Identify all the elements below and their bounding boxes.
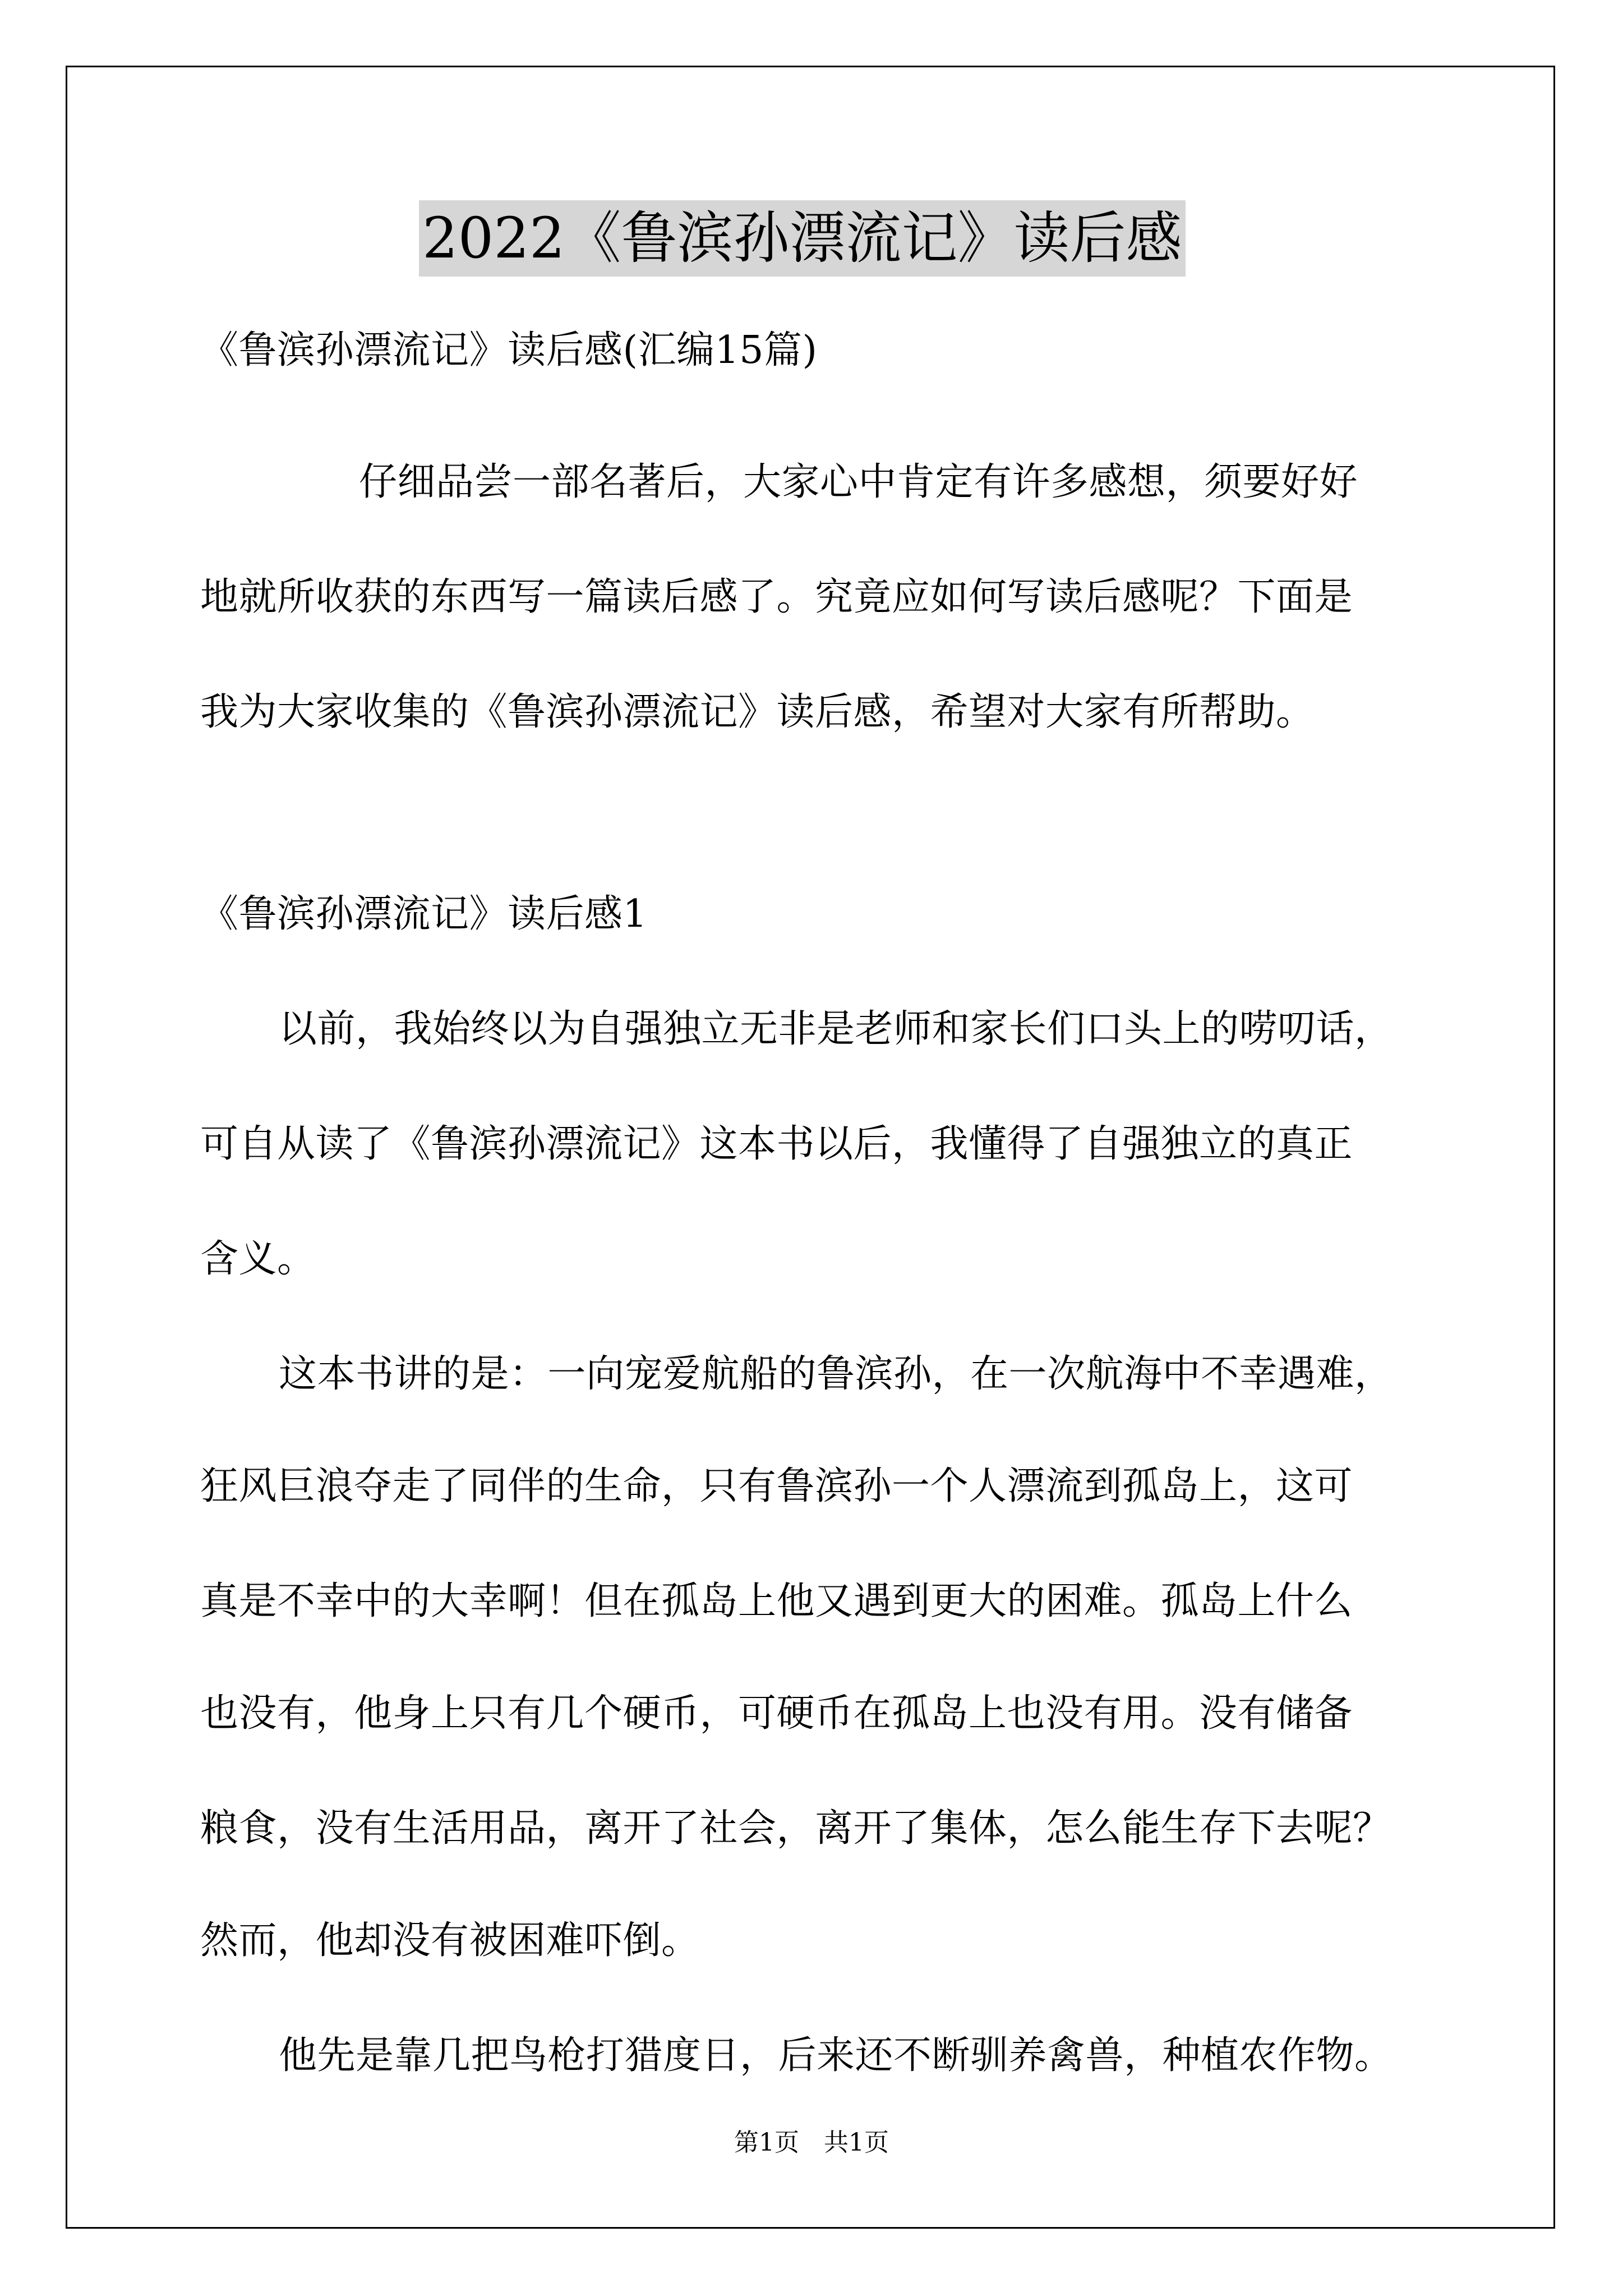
body-line-9: 然而，他却没有被困难吓倒。: [200, 1918, 700, 1963]
section-heading: 《鲁滨孙漂流记》读后感1: [200, 892, 648, 936]
document-subtitle: 《鲁滨孙漂流记》读后感(汇编15篇): [200, 328, 818, 372]
body-line-6: 真是不幸中的大幸啊！但在孤岛上他又遇到更大的困难。孤岛上什么: [200, 1579, 1353, 1623]
body-line-2: 可自从读了《鲁滨孙漂流记》这本书以后，我懂得了自强独立的真正: [200, 1122, 1353, 1166]
body-line-7: 也没有，他身上只有几个硬币，可硬币在孤岛上也没有用。没有储备: [200, 1691, 1353, 1736]
body-line-4: 这本书讲的是：一向宠爱航船的鲁滨孙，在一次航海中不幸遇难，: [279, 1352, 1393, 1396]
body-line-10: 他先是靠几把鸟枪打猎度日，后来还不断驯养禽兽，种植农作物。: [279, 2033, 1393, 2078]
page-footer: 第1页 共1页: [734, 2128, 889, 2157]
body-line-3: 含义。: [200, 1237, 316, 1281]
body-line-5: 狂风巨浪夺走了同伴的生命，只有鲁滨孙一个人漂流到孤岛上，这可: [200, 1464, 1353, 1508]
body-line-8: 粮食，没有生活用品，离开了社会，离开了集体，怎么能生存下去呢？: [200, 1806, 1391, 1851]
document-title: 2022《鲁滨孙漂流记》读后感: [419, 200, 1186, 277]
intro-line-1: 仔细品尝一部名著后，大家心中肯定有许多感想，须要好好: [359, 460, 1358, 504]
body-line-1: 以前，我始终以为自强独立无非是老师和家长们口头上的唠叨话，: [279, 1007, 1393, 1051]
intro-line-3: 我为大家收集的《鲁滨孙漂流记》读后感，希望对大家有所帮助。: [200, 690, 1315, 734]
intro-line-2: 地就所收获的东西写一篇读后感了。究竟应如何写读后感呢？下面是: [200, 575, 1353, 619]
